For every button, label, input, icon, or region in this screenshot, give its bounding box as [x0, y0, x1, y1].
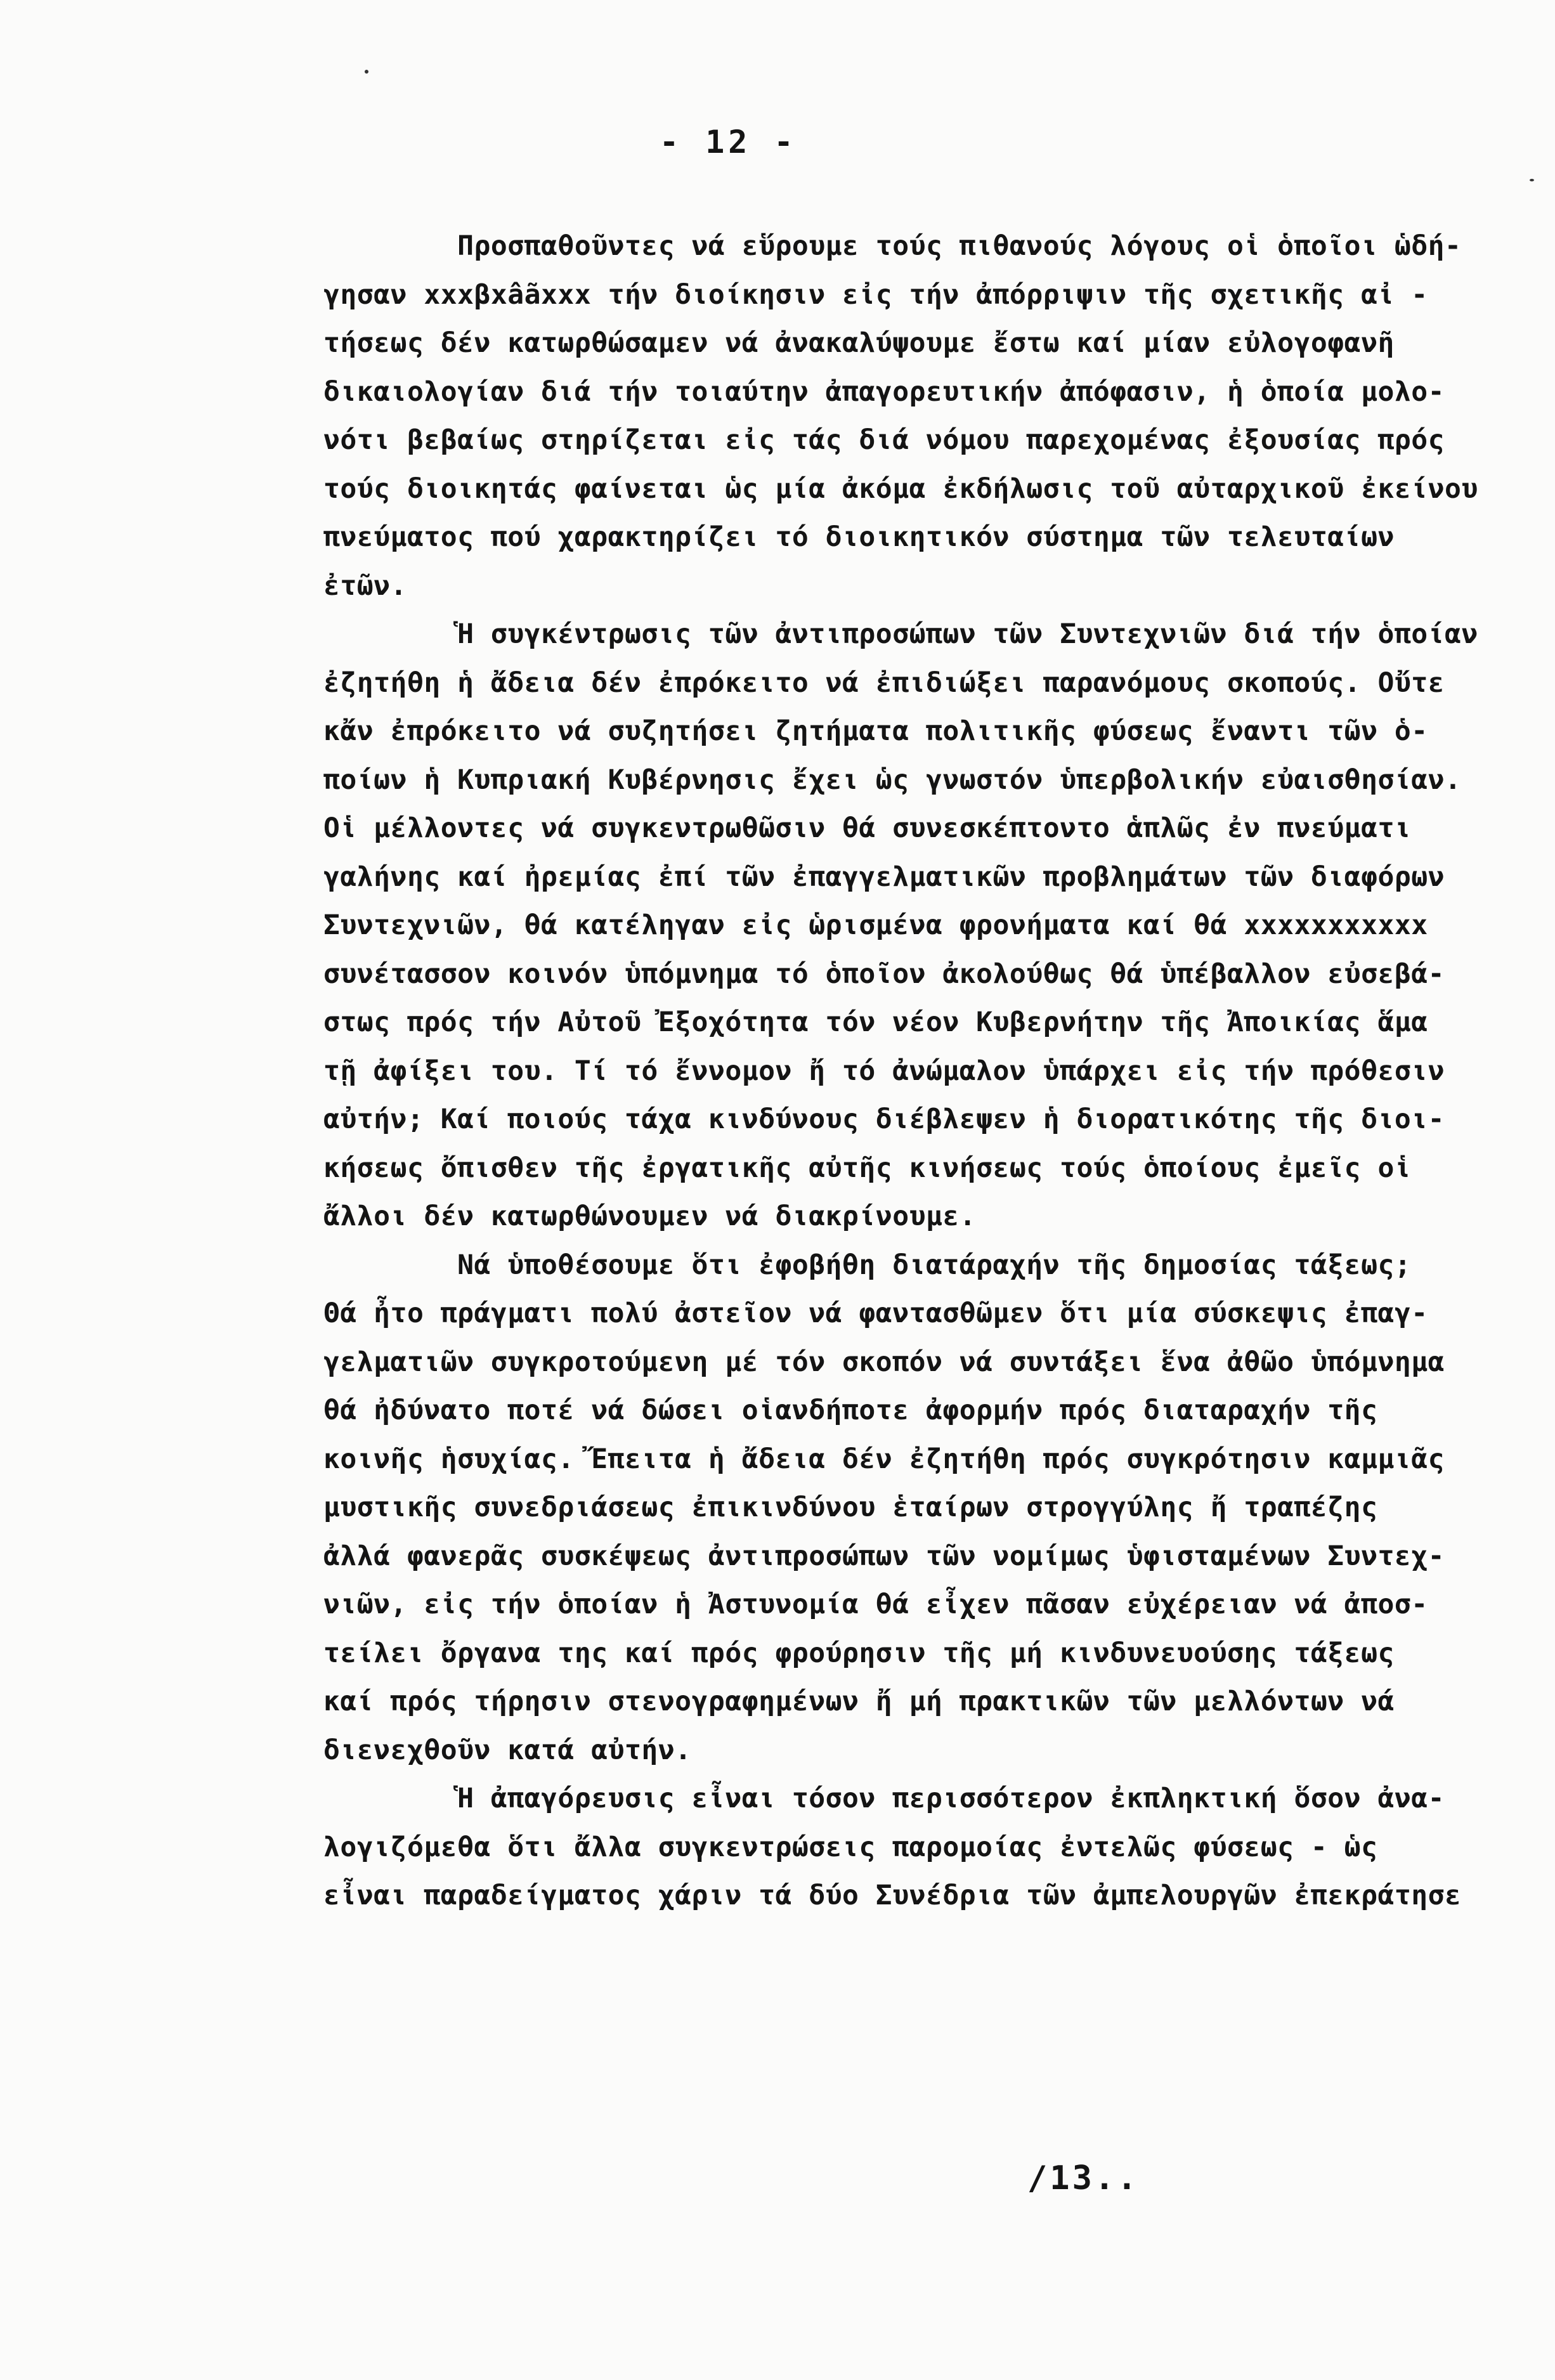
- text-line: δικαιολογίαν διά τήν τοιαύτην ἀπαγορευτικήν ἀπόφασιν, ἡ ὁποία μολο-: [323, 375, 1445, 408]
- scan-speck: [1530, 179, 1534, 181]
- text-line: γαλήνης καί ἠρεμίας ἐπί τῶν ἐπαγγελματικῶν προβλημάτων τῶν διαφόρων: [323, 861, 1445, 893]
- text-line: Οἱ μέλλοντες νά συγκεντρωθῶσιν θά συνεσκέπτοντο ἁπλῶς ἐν πνεύματι: [323, 812, 1412, 844]
- text-line: Θά ἦτο πράγματι πολύ ἀστεῖον νά φαντασθῶμεν ὅτι μία σύσκεψις ἐπαγ-: [323, 1297, 1428, 1329]
- text-line: λογιζόμεθα ὅτι ἄλλα συγκεντρώσεις παρομοίας ἐντελῶς φύσεως - ὡς: [323, 1831, 1378, 1863]
- text-line: ἐτῶν.: [323, 569, 407, 602]
- text-line: τείλει ὄργανα της καί πρός φρούρησιν τῆς μή κινδυνευούσης τάξεως: [323, 1637, 1395, 1669]
- text-line: τήσεως δέν κατωρθώσαμεν νά ἀνακαλύψουμε ἔστω καί μίαν εὐλογοφανῆ: [323, 327, 1395, 359]
- text-line: μυστικῆς συνεδριάσεως ἐπικινδύνου ἑταίρων στρογγύλης ἤ τραπέζης: [323, 1492, 1378, 1523]
- text-line: Νά ὑποθέσουμε ὅτι ἐφοβήθη διατάραχήν τῆς δημοσίας τάξεως;: [323, 1249, 1412, 1281]
- body-text: [323, 222, 1484, 1920]
- text-line: κήσεως ὄπισθεν τῆς ἐργατικῆς αὐτῆς κινήσεως τούς ὁποίους ἐμεῖς οἱ: [323, 1152, 1412, 1184]
- text-line: νότι βεβαίως στηρίζεται εἰς τάς διά νόμου παρεχομένας ἐξουσίας πρός: [323, 424, 1445, 456]
- text-line: πνεύματος πού χαρακτηρίζει τό διοικητικόν σύστημα τῶν τελευταίων: [323, 521, 1395, 553]
- text-line: καί πρός τήρησιν στενογραφημένων ἤ μή πρακτικῶν τῶν μελλόντων νά: [323, 1686, 1395, 1717]
- text-line: γησαν xxxβxâãxxx τήν διοίκησιν εἰς τήν ἀπόρριψιν τῆς σχετικῆς αἰ -: [323, 278, 1428, 311]
- text-line: ἐζητήθη ἡ ἄδεια δέν ἐπρόκειτο νά ἐπιδιώξει παρανόμους σκοπούς. Οὔτε: [323, 667, 1445, 699]
- text-line: Ἡ ἀπαγόρευσις εἶναι τόσον περισσότερον ἐκπληκτική ὅσον ἀνα-: [323, 1783, 1445, 1814]
- text-line: κοινῆς ἡσυχίας. Ἔπειτα ἡ ἄδεια δέν ἐζητήθη πρός συγκρότησιν καμμιᾶς: [323, 1443, 1445, 1475]
- text-line: γελματιῶν συγκροτούμενη μέ τόν σκοπόν νά συντάξει ἕνα ἀθῶο ὑπόμνημα: [323, 1346, 1445, 1378]
- text-line: διενεχθοῦν κατά αὐτήν.: [323, 1734, 692, 1766]
- text-line: ἄλλοι δέν κατωρθώνουμεν νά διακρίνουμε.: [323, 1200, 977, 1232]
- text-line: θά ἠδύνατο ποτέ νά δώσει οἱανδήποτε ἀφορμήν πρός διαταραχήν τῆς: [323, 1395, 1378, 1426]
- continuation-marker: /13..: [1027, 2159, 1140, 2197]
- text-line: Ἡ συγκέντρωσις τῶν ἀντιπροσώπων τῶν Συντεχνιῶν διά τήν ὁποίαν: [323, 618, 1478, 650]
- text-line: ποίων ἡ Κυπριακή Κυβέρνησις ἔχει ὡς γνωστόν ὑπερβολικήν εὐαισθησίαν.: [323, 764, 1462, 796]
- text-line: κἄν ἐπρόκειτο νά συζητήσει ζητήματα πολιτικῆς φύσεως ἔναντι τῶν ὁ-: [323, 715, 1428, 747]
- text-line: τῇ ἀφίξει του. Τί τό ἔννομον ἤ τό ἀνώμαλον ὑπάρχει εἰς τήν πρόθεσιν: [323, 1055, 1445, 1087]
- text-line: συνέτασσον κοινόν ὑπόμνημα τό ὁποῖον ἀκολούθως θά ὑπέβαλλον εὐσεβά-: [323, 958, 1445, 990]
- scan-speck: [365, 70, 368, 74]
- text-line: εἶναι παραδείγματος χάριν τά δύο Συνέδρια τῶν ἀμπελουργῶν ἐπεκράτησε: [323, 1880, 1462, 1911]
- page-number: - 12 -: [660, 124, 797, 160]
- text-line: ἀλλά φανερᾶς συσκέψεως ἀντιπροσώπων τῶν νομίμως ὑφισταμένων Συντεχ-: [323, 1540, 1445, 1572]
- text-line: Συντεχνιῶν, θά κατέληγαν εἰς ὡρισμένα φρονήματα καί θά xxxxxxxxxxx: [323, 909, 1428, 941]
- text-line: αὐτήν; Καί ποιούς τάχα κινδύνους διέβλεψεν ἡ διορατικότης τῆς διοι-: [323, 1103, 1445, 1135]
- text-line: Προσπαθοῦντες νά εὕρουμε τούς πιθανούς λόγους οἱ ὁποῖοι ὡδή-: [323, 230, 1462, 262]
- text-line: νιῶν, εἰς τήν ὁποίαν ἡ Ἀστυνομία θά εἶχεν πᾶσαν εὐχέρειαν νά ἀποσ-: [323, 1589, 1428, 1620]
- text-line: στως πρός τήν Αὐτοῦ Ἐξοχότητα τόν νέον Κυβερνήτην τῆς Ἀποικίας ἅμα: [323, 1006, 1428, 1038]
- text-line: τούς διοικητάς φαίνεται ὡς μία ἀκόμα ἐκδήλωσις τοῦ αὐταρχικοῦ ἐκείνου: [323, 472, 1478, 505]
